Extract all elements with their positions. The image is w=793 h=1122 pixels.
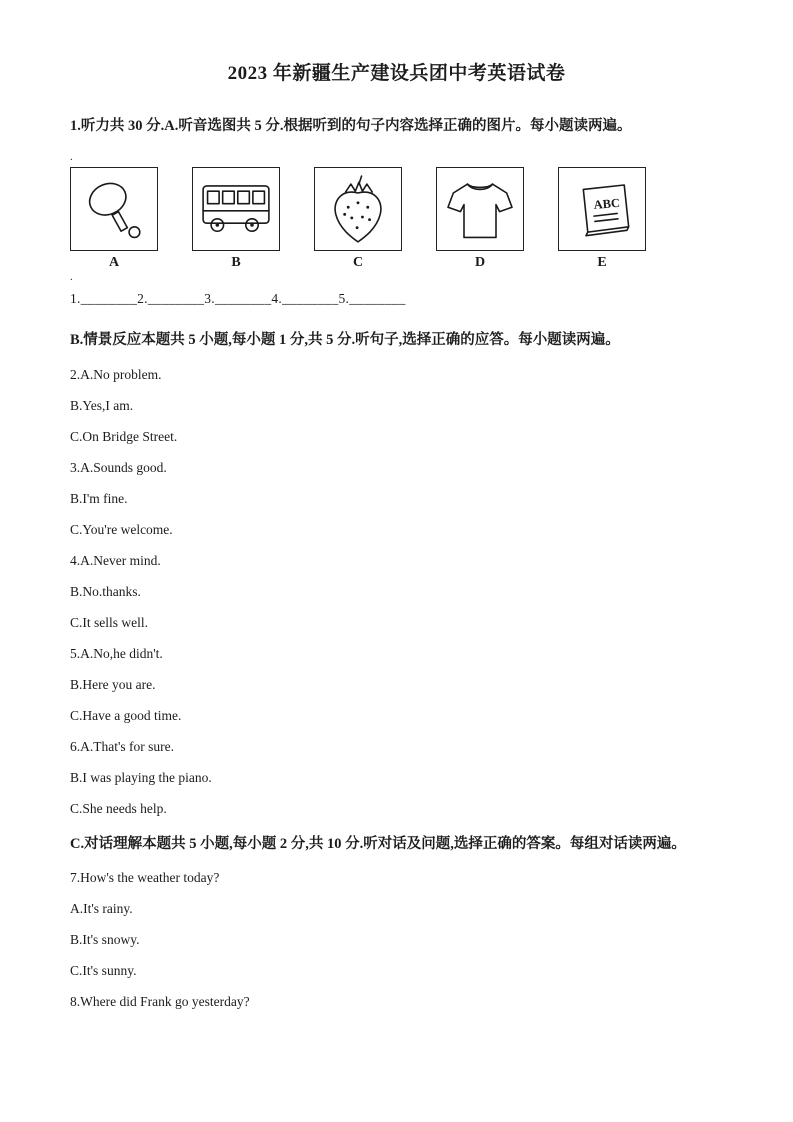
picture-option-e <box>558 167 646 271</box>
stray-dot-bottom: . <box>70 271 73 284</box>
picture-box-c <box>314 167 402 251</box>
bus-icon <box>196 171 276 247</box>
picture-option-label: A <box>108 255 120 271</box>
option-line: 4.A.Never mind. <box>70 552 161 568</box>
option-line: B.I was playing the piano. <box>70 769 212 785</box>
option-line: B.Yes,I am. <box>70 397 134 413</box>
option-line: C.She needs help. <box>70 800 167 816</box>
picture-option-a <box>70 167 158 271</box>
picture-option-label: B <box>231 255 241 271</box>
option-line: 6.A.That's for sure. <box>70 738 175 754</box>
strawberry-icon <box>318 171 398 247</box>
table-tennis-icon <box>74 171 154 247</box>
picture-option-label: E <box>597 255 607 271</box>
answer-blanks-line: 1.________2.________3.________4.________5.________ <box>70 291 406 307</box>
picture-box-d <box>436 167 524 251</box>
picture-option-d <box>436 167 524 271</box>
svg-text:ABC: ABC <box>593 196 621 213</box>
picture-box-b <box>192 167 280 251</box>
section-b-instruction: B.情景反应本题共 5 小题,每小题 1 分,共 5 分.听句子,选择正确的应答。每小题读两遍。 <box>70 332 620 349</box>
t-shirt-icon <box>440 171 520 247</box>
picture-box-a <box>70 167 158 251</box>
question-line: 8.Where did Frank go yesterday? <box>70 994 250 1010</box>
picture-option-c <box>314 167 402 271</box>
option-line: C.On Bridge Street. <box>70 428 178 444</box>
question-line: 7.How's the weather today? <box>70 870 220 886</box>
picture-box-e <box>558 167 646 251</box>
option-line: C.It's sunny. <box>70 963 137 979</box>
stray-dot-top: . <box>70 151 73 164</box>
picture-option-label: C <box>352 255 364 271</box>
option-line: B.No.thanks. <box>70 583 141 599</box>
option-line: B.It's snowy. <box>70 932 140 948</box>
picture-option-b <box>192 167 280 271</box>
option-line: 5.A.No,he didn't. <box>70 645 163 661</box>
option-line: A.It's rainy. <box>70 901 133 917</box>
picture-options-row <box>70 167 723 271</box>
option-line: 2.A.No problem. <box>70 366 162 382</box>
picture-option-label: D <box>474 255 486 271</box>
abc-book-icon <box>562 171 642 247</box>
option-line: C.It sells well. <box>70 614 148 630</box>
option-line: B.I'm fine. <box>70 490 128 506</box>
option-line: B.Here you are. <box>70 676 156 692</box>
section-c-instruction: C.对话理解本题共 5 小题,每小题 2 分,共 10 分.听对话及问题,选择正确的答案。每组对话读两遍。 <box>70 835 686 852</box>
option-line: C.You're welcome. <box>70 521 173 537</box>
option-line: 3.A.Sounds good. <box>70 459 167 475</box>
option-line: C.Have a good time. <box>70 707 182 723</box>
page-title: 2023 年新疆生产建设兵团中考英语试卷 <box>227 63 566 84</box>
section-a-instruction: 1.听力共 30 分.A.听音选图共 5 分.根据听到的句子内容选择正确的图片。每小题读两遍。 <box>70 118 632 134</box>
